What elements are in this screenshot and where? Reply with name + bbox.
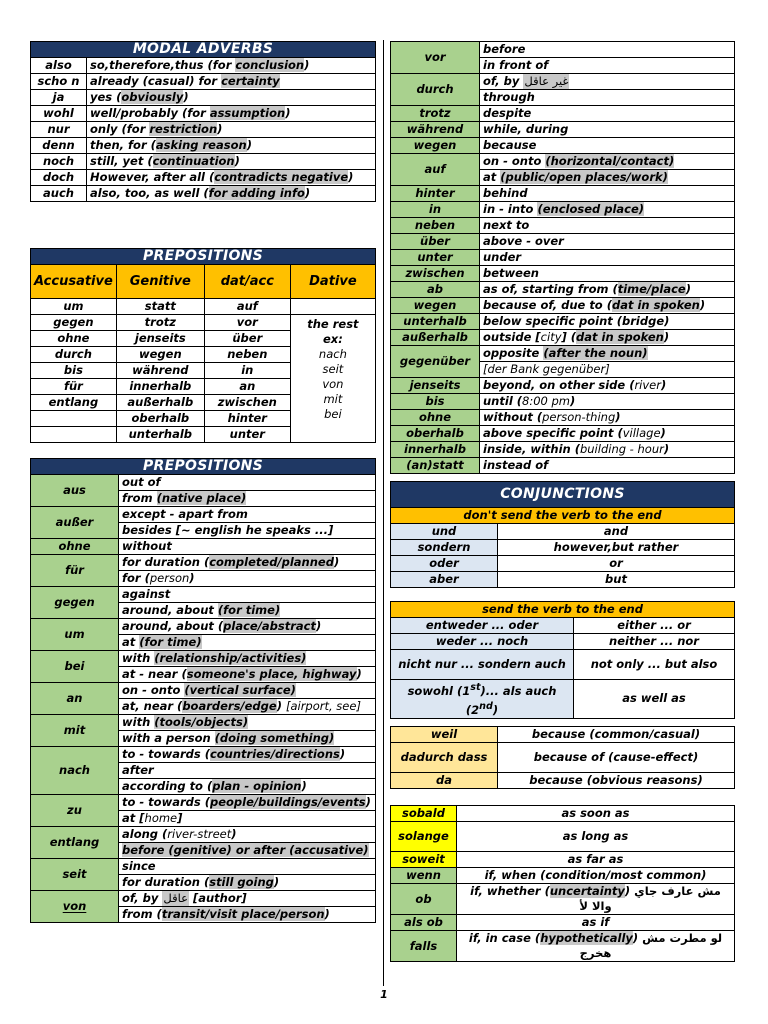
prep-zwischen: zwischen: [391, 266, 480, 282]
dat-acc-prep: unter: [204, 427, 290, 443]
meaning: between: [480, 266, 735, 282]
adverb-row: [31, 154, 376, 170]
genitive-prep: jenseits: [116, 331, 204, 347]
meaning: next to: [480, 218, 735, 234]
conj-meaning: because (common/casual): [498, 727, 735, 743]
meaning-highlight: assumption: [209, 106, 286, 120]
accusative-prep: entlang: [31, 395, 117, 411]
prep-wegen-dat: wegen: [391, 298, 480, 314]
meaning: with a person (doing something): [119, 731, 376, 747]
conj-meaning: and: [498, 524, 735, 540]
conj-row: [391, 540, 735, 556]
meaning: above specific point (village): [480, 426, 735, 442]
header-dative: Dative: [290, 265, 375, 299]
adverb-word: ja: [31, 90, 87, 106]
meaning: without: [119, 539, 376, 555]
meaning: because: [480, 138, 735, 154]
prep-waehrend: während: [391, 122, 480, 138]
prep-aus: aus: [31, 475, 119, 507]
dat-acc-prep: vor: [204, 315, 290, 331]
meaning-text: then, for (: [90, 138, 156, 152]
conj-row: [391, 852, 735, 868]
conj-word: da: [391, 773, 498, 789]
adverb-row: [31, 58, 376, 74]
condition-table: [390, 805, 735, 962]
conj-word: dadurch dass: [391, 743, 498, 773]
prep-neben: neben: [391, 218, 480, 234]
prep-unter: unter: [391, 250, 480, 266]
meaning: against: [119, 587, 376, 603]
adverb-word: doch: [31, 170, 87, 186]
dat-acc-prep: zwischen: [204, 395, 290, 411]
conjunctions-title: CONJUNCTIONS: [391, 482, 735, 508]
meaning: to - towards (people/buildings/events): [119, 795, 376, 811]
dat-acc-prep: über: [204, 331, 290, 347]
meaning: except - apart from: [119, 507, 376, 523]
prep-trotz: trotz: [391, 106, 480, 122]
prep-um: um: [31, 619, 119, 651]
meaning-highlight: asking reason: [155, 138, 247, 152]
meaning: according to (plan - opinion): [119, 779, 376, 795]
adverb-meaning: [87, 122, 376, 138]
because-table: [390, 726, 735, 789]
meaning: around, about (for time): [119, 603, 376, 619]
meaning-highlight: contradicts negative: [214, 170, 349, 184]
adverb-row: [31, 170, 376, 186]
adverb-meaning: [87, 138, 376, 154]
meaning: under: [480, 250, 735, 266]
send-verb-table: [390, 601, 735, 719]
dative-prep: mit: [323, 392, 343, 406]
conj-row: [391, 822, 735, 852]
meaning: in - into (enclosed place): [480, 202, 735, 218]
meaning: outside [city] (dat in spoken): [480, 330, 735, 346]
meaning: at, near (boarders/edge) [airport, see]: [119, 699, 376, 715]
conj-falls: falls: [391, 931, 457, 962]
meaning: besides [~ english he speaks ...]: [119, 523, 376, 539]
conj-meaning: if, when (condition/most common): [457, 868, 735, 884]
conj-meaning: if, whether (uncertainty) مش عارف جاي والا لأ: [457, 884, 735, 915]
prep-gegenueber: gegenüber: [391, 346, 480, 378]
meaning-highlight: obviously: [121, 90, 184, 104]
conj-meaning: because of (cause-effect): [498, 743, 735, 773]
conj-meaning: but: [498, 572, 735, 588]
conj-row: [391, 634, 735, 650]
dative-list: [290, 315, 375, 443]
meaning: through: [480, 90, 735, 106]
meaning: at (for time): [119, 635, 376, 651]
conj-meaning: because (obvious reasons): [498, 773, 735, 789]
conj-word: weder ... noch: [391, 634, 574, 650]
header-accusative: Accusative: [31, 265, 117, 299]
meaning: until (8:00 pm): [480, 394, 735, 410]
meaning: above - over: [480, 234, 735, 250]
meaning: in front of: [480, 58, 735, 74]
genitive-prep: trotz: [116, 315, 204, 331]
accusative-prep: [31, 411, 117, 427]
dative-prep: von: [322, 377, 344, 391]
prep-in: in: [391, 202, 480, 218]
conj-word: soweit: [391, 852, 457, 868]
meaning: below specific point (bridge): [480, 314, 735, 330]
meaning-text: yes (: [90, 90, 122, 104]
case-row: [31, 299, 376, 315]
genitive-prep: außerhalb: [116, 395, 204, 411]
meaning: for duration (still going): [119, 875, 376, 891]
prep-auf: auf: [391, 154, 480, 186]
genitive-prep: innerhalb: [116, 379, 204, 395]
conj-word: solange: [391, 822, 457, 852]
meaning-text: ): [246, 138, 252, 152]
meaning-highlight: for adding info: [208, 186, 305, 200]
prep-unterhalb: unterhalb: [391, 314, 480, 330]
prep-seit: seit: [31, 859, 119, 891]
adverb-meaning: [87, 74, 376, 90]
meaning: opposite (after the noun): [480, 346, 735, 362]
genitive-prep: unterhalb: [116, 427, 204, 443]
prep-ohne: ohne: [31, 539, 119, 555]
accusative-prep: um: [31, 299, 117, 315]
meaning-text: so,therefore,thus (for: [90, 58, 236, 72]
prep-mit: mit: [31, 715, 119, 747]
conj-word: sobald: [391, 806, 457, 822]
conj-row: [391, 806, 735, 822]
meaning: for duration (completed/planned): [119, 555, 376, 571]
meaning: since: [119, 859, 376, 875]
meaning-text: still, yet (: [90, 154, 153, 168]
meaning: along (river-street): [119, 827, 376, 843]
adverb-word: denn: [31, 138, 87, 154]
adverb-word: also: [31, 58, 87, 74]
adverb-row: [31, 186, 376, 202]
genitive-prep: oberhalb: [116, 411, 204, 427]
adverb-word: nur: [31, 122, 87, 138]
meaning: without (person-thing): [480, 410, 735, 426]
prep-durch: durch: [391, 74, 480, 106]
conj-word: sondern: [391, 540, 498, 556]
dat-acc-prep: neben: [204, 347, 290, 363]
meaning: on - onto (vertical surface): [119, 683, 376, 699]
meaning: at (public/open places/work): [480, 170, 735, 186]
dat-acc-prep: auf: [204, 299, 290, 315]
dative-intro: the rest ex:: [307, 317, 359, 346]
conj-row: [391, 773, 735, 789]
conj-meaning: however,but rather: [498, 540, 735, 556]
accusative-prep: gegen: [31, 315, 117, 331]
prep-ausser: außer: [31, 507, 119, 539]
prep-bis: bis: [391, 394, 480, 410]
prep-von: von: [31, 891, 119, 923]
meaning: of, by غير عاقل: [480, 74, 735, 90]
meaning-text: ): [183, 90, 189, 104]
meaning-highlight: continuation: [152, 154, 235, 168]
conj-meaning: if, in case (hypothetically) لو مطرت مش هخرج: [457, 931, 735, 962]
meaning: before: [480, 42, 735, 58]
meaning-text: ): [217, 122, 223, 136]
prepositions-meaning-title: PREPOSITIONS: [31, 459, 376, 475]
adverb-word: auch: [31, 186, 87, 202]
dative-prep: bei: [324, 407, 342, 421]
prep-bei: bei: [31, 651, 119, 683]
meaning-text: ): [348, 170, 354, 184]
conj-word: weil: [391, 727, 498, 743]
header-dat-acc: dat/acc: [204, 265, 290, 299]
meaning-text: well/probably (for: [90, 106, 210, 120]
meaning-highlight: restriction: [149, 122, 218, 136]
conj-row: [391, 618, 735, 634]
meaning: from (native place): [119, 491, 376, 507]
accusative-prep: bis: [31, 363, 117, 379]
meaning: as of, starting from (time/place): [480, 282, 735, 298]
prep-ueber: über: [391, 234, 480, 250]
conj-word: entweder ... oder: [391, 618, 574, 634]
conj-row: [391, 650, 735, 680]
prep-wegen: wegen: [391, 138, 480, 154]
prep-ausserhalb: außerhalb: [391, 330, 480, 346]
adverb-word: noch: [31, 154, 87, 170]
prep-fuer: für: [31, 555, 119, 587]
conj-als-ob: als ob: [391, 915, 457, 931]
conj-sowohl: sowohl (1st)... als auch (2nd): [391, 680, 574, 719]
prepositions-right-table: [390, 41, 735, 474]
conj-word: nicht nur ... sondern auch: [391, 650, 574, 680]
send-title: send the verb to the end: [391, 602, 735, 618]
conj-row: [391, 743, 735, 773]
prep-anstatt: (an)statt: [391, 458, 480, 474]
conj-word: aber: [391, 572, 498, 588]
conj-word: oder: [391, 556, 498, 572]
case-row: [31, 315, 376, 331]
page-number: 1: [380, 988, 388, 1001]
meaning-text: ): [304, 58, 310, 72]
prep-entlang: entlang: [31, 827, 119, 859]
genitive-prep: während: [116, 363, 204, 379]
meaning: around, about (place/abstract): [119, 619, 376, 635]
no-send-title: don't send the verb to the end: [391, 508, 735, 524]
accusative-prep: durch: [31, 347, 117, 363]
meaning: while, during: [480, 122, 735, 138]
prep-ohne-right: ohne: [391, 410, 480, 426]
conj-meaning: as soon as: [457, 806, 735, 822]
prep-vor: vor: [391, 42, 480, 74]
modal-adverbs-title: MODAL ADVERBS: [31, 42, 376, 58]
adverb-row: [31, 74, 376, 90]
prep-nach: nach: [31, 747, 119, 795]
dat-acc-prep: hinter: [204, 411, 290, 427]
adverb-word: scho n: [31, 74, 87, 90]
meaning: with (tools/objects): [119, 715, 376, 731]
meaning-text: ): [285, 106, 291, 120]
conj-meaning: either ... or: [574, 618, 735, 634]
prepositions-case-table: [30, 248, 376, 443]
accusative-prep: [31, 427, 117, 443]
conj-meaning: not only ... but also: [574, 650, 735, 680]
adverb-meaning: [87, 106, 376, 122]
meaning: on - onto (horizontal/contact): [480, 154, 735, 170]
conj-row: [391, 727, 735, 743]
accusative-prep: für: [31, 379, 117, 395]
dat-acc-prep: an: [204, 379, 290, 395]
meaning: for (person): [119, 571, 376, 587]
conj-ob: ob: [391, 884, 457, 915]
adverb-row: [31, 138, 376, 154]
meaning-text: already (casual) for: [90, 74, 222, 88]
meaning: of, by عاقل [author]: [119, 891, 376, 907]
meaning: from (transit/visit place/person): [119, 907, 376, 923]
adverb-meaning: [87, 186, 376, 202]
meaning: after: [119, 763, 376, 779]
conj-meaning: as if: [457, 915, 735, 931]
meaning-highlight: certainty: [221, 74, 280, 88]
prep-gegen: gegen: [31, 587, 119, 619]
meaning: before (genitive) or after (accusative): [119, 843, 376, 859]
prep-innerhalb: innerhalb: [391, 442, 480, 458]
genitive-prep: statt: [116, 299, 204, 315]
meaning-text: However, after all (: [90, 170, 215, 184]
meaning: inside, within (building - hour): [480, 442, 735, 458]
adverb-row: [31, 90, 376, 106]
meaning: behind: [480, 186, 735, 202]
prepositions-meaning-table: [30, 458, 376, 923]
meaning: at - near (someone's place, highway): [119, 667, 376, 683]
conj-meaning: as far as: [457, 852, 735, 868]
prep-ab: ab: [391, 282, 480, 298]
column-divider: [383, 40, 384, 986]
prep-jenseits: jenseits: [391, 378, 480, 394]
prep-hinter: hinter: [391, 186, 480, 202]
dative-prep: seit: [322, 362, 344, 376]
conj-meaning: neither ... nor: [574, 634, 735, 650]
meaning: because of, due to (dat in spoken): [480, 298, 735, 314]
genitive-prep: wegen: [116, 347, 204, 363]
meaning: with (relationship/activities): [119, 651, 376, 667]
adverb-row: [31, 106, 376, 122]
conj-row: [391, 524, 735, 540]
accusative-prep: ohne: [31, 331, 117, 347]
modal-adverbs-table: [30, 41, 376, 202]
conj-meaning: as well as: [574, 680, 735, 719]
meaning: to - towards (countries/directions): [119, 747, 376, 763]
conj-meaning: as long as: [457, 822, 735, 852]
meaning-text: ): [234, 154, 240, 168]
adverb-row: [31, 122, 376, 138]
meaning-highlight: conclusion: [235, 58, 305, 72]
prep-an: an: [31, 683, 119, 715]
meaning-text: also, too, as well (: [90, 186, 209, 200]
conj-word: und: [391, 524, 498, 540]
conj-row: [391, 556, 735, 572]
meaning-text: ): [304, 186, 311, 200]
adverb-meaning: [87, 170, 376, 186]
prepositions-case-title: PREPOSITIONS: [31, 249, 376, 265]
header-genitive: Genitive: [116, 265, 204, 299]
conj-wenn: wenn: [391, 868, 457, 884]
dat-acc-prep: in: [204, 363, 290, 379]
adverb-meaning: [87, 90, 376, 106]
dative-cell: [290, 299, 375, 315]
conj-row: [391, 572, 735, 588]
meaning: beyond, on other side (river): [480, 378, 735, 394]
dative-prep: nach: [318, 347, 347, 361]
meaning: out of: [119, 475, 376, 491]
prep-oberhalb: oberhalb: [391, 426, 480, 442]
meaning: at [home]: [119, 811, 376, 827]
adverb-word: wohl: [31, 106, 87, 122]
meaning: despite: [480, 106, 735, 122]
meaning: [der Bank gegenüber]: [480, 362, 735, 378]
meaning: instead of: [480, 458, 735, 474]
adverb-meaning: [87, 58, 376, 74]
prep-zu: zu: [31, 795, 119, 827]
meaning-text: only (for: [90, 122, 150, 136]
conjunctions-table: [390, 481, 735, 588]
conj-meaning: or: [498, 556, 735, 572]
adverb-meaning: [87, 154, 376, 170]
